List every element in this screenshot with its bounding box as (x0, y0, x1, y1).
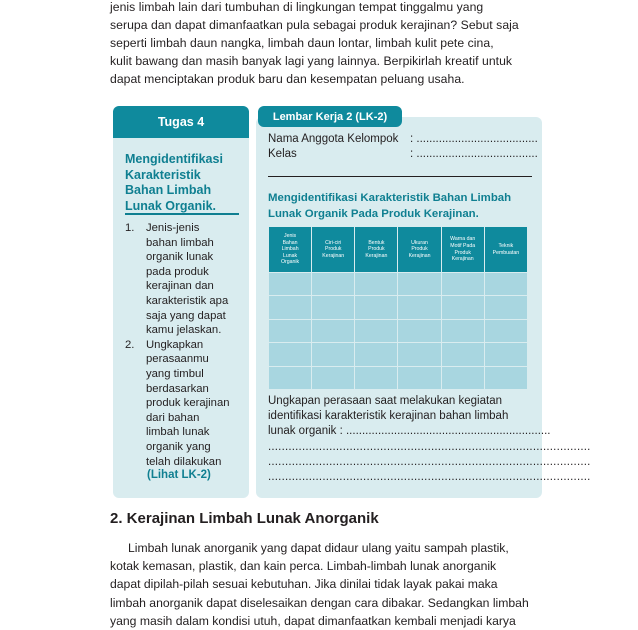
task-list (125, 221, 247, 469)
table-header-text: Organik (280, 259, 300, 266)
task-item-line: berdasarkan (146, 382, 209, 395)
table-cell[interactable] (312, 366, 355, 389)
table-header-cell (398, 227, 441, 273)
table-cell[interactable] (398, 343, 441, 366)
feelings-prompt-line: identifikasi karakteristik kerajinan bahan limbah (268, 410, 509, 422)
table-row (269, 343, 528, 366)
task-item-line: limbah lunak (146, 426, 210, 439)
worksheet-title-line: Lunak Organik Pada Produk Kerajinan. (268, 207, 479, 220)
table-cell[interactable] (312, 296, 355, 319)
task-item-line: organik yang (146, 440, 211, 453)
table-header-cell (441, 227, 484, 273)
feelings-prompt-line: Ungkapan perasaan saat melakukan kegiatan (268, 395, 502, 407)
worksheet-title (268, 191, 534, 222)
intro-paragraph (110, 0, 546, 88)
table-header-text: Bahan (282, 239, 298, 246)
table-header-text: Lunak (283, 252, 298, 259)
table-cell[interactable] (312, 343, 355, 366)
worksheet-title-line: Mengidentifikasi Karakteristik Bahan Limbah (268, 192, 512, 204)
table-cell[interactable] (484, 319, 527, 342)
table-cell[interactable] (441, 366, 484, 389)
table-cell[interactable] (312, 273, 355, 296)
table-cell[interactable] (484, 343, 527, 366)
table-cell[interactable] (355, 319, 398, 342)
table-header-text: Warna dan (450, 236, 476, 243)
member-name-field (268, 133, 538, 145)
task-item (125, 338, 247, 469)
answer-line: ............................................................................................... (268, 471, 591, 483)
table-header-cell (355, 227, 398, 273)
table-row (269, 366, 528, 389)
table-row (269, 273, 528, 296)
table-cell[interactable] (398, 319, 441, 342)
task-item-line: bahan limbah (146, 236, 214, 249)
table-header-cell (269, 227, 312, 273)
feelings-prompt (268, 394, 551, 439)
task-item-line: yang timbul (146, 367, 204, 380)
task-item-line: kerajinan dan (146, 280, 214, 293)
table-cell[interactable] (355, 343, 398, 366)
task-item-number: 2. (125, 338, 135, 351)
table-cell[interactable] (355, 273, 398, 296)
intro-line: dapat menciptakan produk baru dan kesempatan peluang usaha. (110, 72, 465, 86)
table-header-cell (484, 227, 527, 273)
table-cell[interactable] (484, 366, 527, 389)
task-item-line: telah dilakukan (146, 455, 222, 468)
table-cell[interactable] (441, 273, 484, 296)
table-header-text: Kerajinan (408, 252, 431, 259)
section-line: kotak kemasan, plastik, dan kain perca. Limbah-limbah lunak anorganik (110, 559, 497, 574)
table-cell[interactable] (484, 296, 527, 319)
table-header-text: Limbah (281, 246, 299, 253)
task-item-line: kamu jelaskan. (146, 324, 222, 337)
task-title-line: Lunak Organik. (125, 198, 216, 213)
table-row (269, 296, 528, 319)
task-item (125, 221, 247, 338)
table-cell[interactable] (484, 273, 527, 296)
table-header-cell (312, 227, 355, 273)
task-item-line: dari bahan (146, 411, 200, 424)
section-line: Limbah lunak anorganik yang dapat didaur ulang yaitu sampah plastik, (128, 541, 509, 555)
table-header-text: Produk (368, 246, 385, 253)
table-cell[interactable] (398, 366, 441, 389)
field-label: Nama Anggota Kelompok (268, 133, 399, 145)
characteristics-table (268, 226, 528, 390)
table-header-text: Kerajinan (451, 256, 474, 263)
task-item-line: organik lunak (146, 251, 214, 264)
table-header-text: Produk (454, 249, 471, 256)
section-line: limbah anorganik dapat diselesaikan dengan cara dibakar. Sedangkan limbah (110, 595, 529, 610)
task-item-line: Jenis-jenis (146, 222, 200, 234)
answer-line: ............................................................................................... (268, 456, 591, 468)
table-cell[interactable] (312, 319, 355, 342)
intro-line: jenis limbah lain dari tumbuhan di lingkungan tempat tinggalmu yang (110, 0, 484, 14)
class-field (268, 148, 538, 160)
intro-line: serupa dan dapat dimanfaatkan pula sebagai produk kerajinan? Sebut saja (110, 18, 519, 32)
task-title-line: Karakteristik (125, 167, 201, 182)
table-body (269, 273, 528, 390)
task-item-number: 1. (125, 222, 135, 234)
table-cell[interactable] (355, 366, 398, 389)
task-title (125, 152, 243, 214)
table-cell[interactable] (355, 296, 398, 319)
task-title-line: Bahan Limbah (125, 183, 212, 197)
table-cell[interactable] (398, 273, 441, 296)
worksheet-tab: Lembar Kerja 2 (LK-2) (258, 106, 402, 127)
table-cell[interactable] (269, 343, 312, 366)
table-header-text: Ciri-ciri (325, 239, 342, 246)
answer-line: ............................................................................................... (268, 441, 591, 453)
task-item-line: saja yang dapat (146, 309, 226, 322)
table-cell[interactable] (398, 296, 441, 319)
table-header-text: Produk (325, 246, 342, 253)
worksheet-divider (268, 176, 532, 177)
intro-line: kulit bawang dan masih banyak lagi yang lainnya. Berpikirlah kreatif untuk (110, 54, 513, 68)
task-item-line: produk kerajinan (146, 397, 230, 410)
task-header: Tugas 4 (113, 106, 249, 138)
section-heading: 2. Kerajinan Limbah Lunak Anorganik (110, 510, 379, 527)
table-cell[interactable] (269, 296, 312, 319)
table-cell[interactable] (441, 319, 484, 342)
table-header-text: Teknik (498, 242, 514, 249)
table-cell[interactable] (441, 296, 484, 319)
table-header-text: Ukuran (411, 239, 428, 246)
table-cell[interactable] (269, 366, 312, 389)
table-header-text: Motif Pada (450, 242, 476, 249)
feelings-prompt-line: lunak organik : ................................................................ (268, 425, 551, 437)
task-item-line: perasaanmu (146, 353, 209, 366)
table-header-text: Pembuatan (492, 249, 520, 256)
table-cell[interactable] (269, 273, 312, 296)
table-header-text: Kerajinan (322, 252, 345, 259)
section-paragraph (110, 539, 546, 630)
table-header-row (269, 227, 528, 273)
field-blank: : ...................................... (410, 148, 538, 160)
see-worksheet-note: (Lihat LK-2) (147, 469, 211, 481)
field-blank: : ...................................... (410, 133, 538, 145)
table-header-text: Kerajinan (365, 252, 388, 259)
table-header-text: Jenis (284, 233, 297, 240)
section-line: yang masih dalam kondisi utuh, dapat dimanfaatkan kembali menjadi karya (110, 613, 516, 628)
table-header-text: Bentuk (368, 239, 385, 246)
table-cell[interactable] (269, 319, 312, 342)
task-item-line: pada produk (146, 265, 209, 278)
task-item-line: Ungkapkan (146, 338, 204, 351)
table-header-text: Produk (411, 246, 428, 253)
table-row (269, 319, 528, 342)
intro-line: seperti limbah daun nangka, limbah daun lontar, limbah kulit pete cina, (110, 36, 494, 50)
section-line: dapat dipilah-pilah sesuai kebutuhan. Jika dinilai tidak layak pakai maka (110, 577, 498, 592)
task-title-underline (125, 213, 239, 215)
task-title-line: Mengidentifikasi (125, 152, 223, 166)
table-cell[interactable] (441, 343, 484, 366)
task-item-line: karakteristik apa (146, 294, 229, 307)
field-label: Kelas (268, 148, 297, 160)
